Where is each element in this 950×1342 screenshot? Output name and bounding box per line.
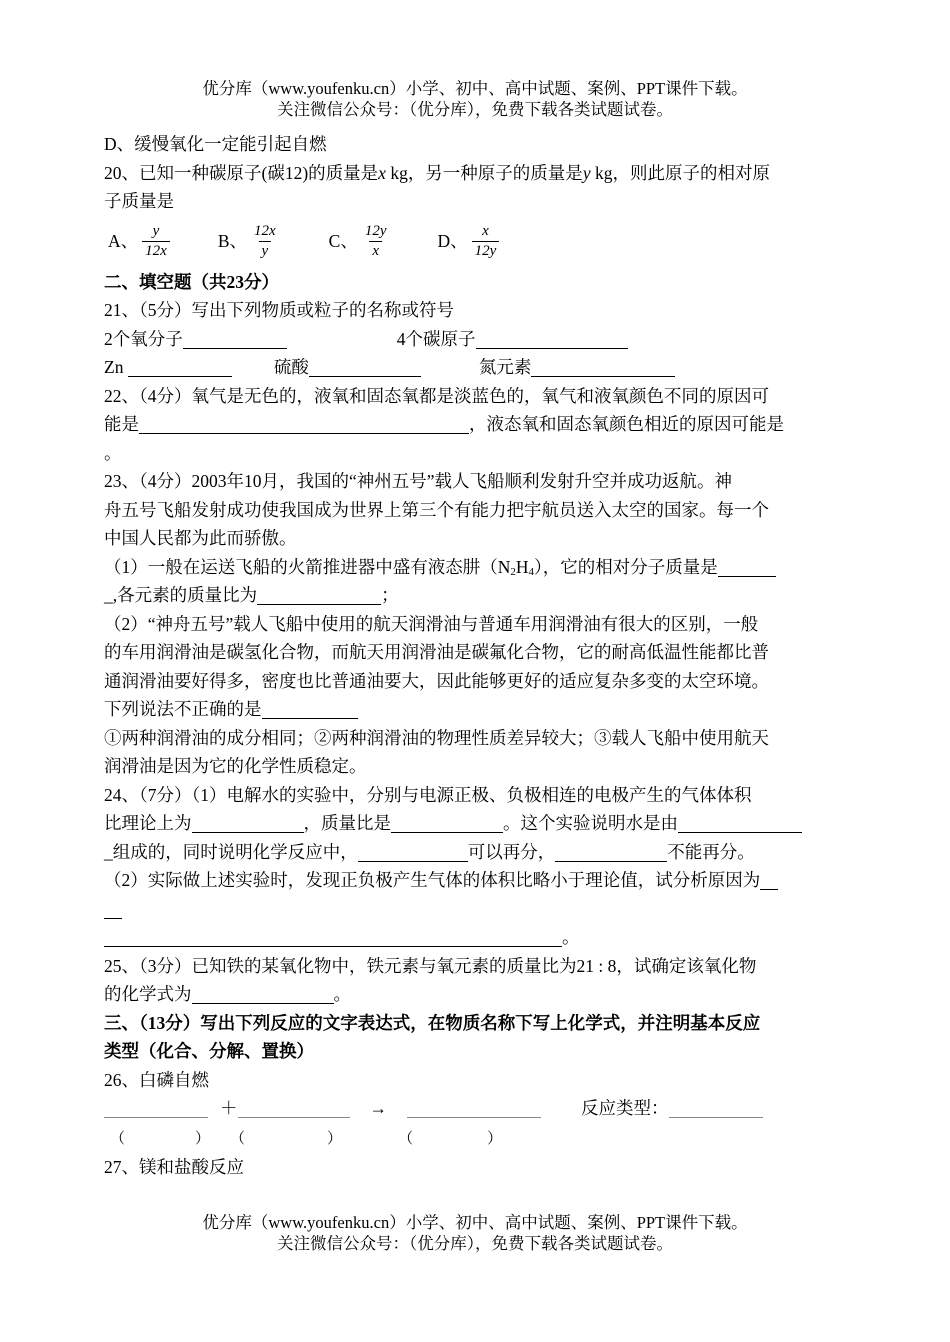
answer-blank[interactable]	[760, 871, 778, 890]
q26-equation: ＋ → 反应类型：	[104, 1094, 848, 1123]
plus-sign: ＋	[220, 1098, 238, 1118]
reactant-1-blank[interactable]	[104, 1099, 208, 1118]
answer-blank[interactable]	[262, 700, 358, 719]
header-line-1: 优分库（www.youfenku.cn）小学、初中、高中试题、案例、PPT课件下载。	[202, 79, 748, 98]
q23-sub1-line-1: （1）一般在运送飞船的火箭推进器中盛有液态肼$(N_2H_4)$，它的相对分子质量是	[104, 553, 848, 582]
q20-options	[104, 216, 848, 268]
q23-sub2-line-5: ①两种润滑油的成分相同；②两种润滑油的物理性质差异较大；③载人飞船中使用航天	[104, 727, 769, 748]
q22-line-1: 22、（4分）氧气是无色的，液氧和固态氧都是淡蓝色的，氧气和液氧颜色不同的原因可	[104, 385, 769, 406]
q23-sub2-line-4: 下列说法不正确的是	[104, 695, 848, 724]
q23-sub2-line-2: 的车用润滑油是碳氢化合物，而航天用润滑油是碳氟化合物，它的耐高低温性能都比普	[104, 642, 769, 662]
q20-line-2: 子质量是	[104, 191, 174, 211]
answer-blank[interactable]	[678, 814, 802, 833]
q25-line-1: 25、（3分）已知铁的某氧化物中，铁元素与氧元素的质量比为21 : 8，试确定该氧化物	[104, 955, 757, 976]
exam-body	[104, 130, 848, 1182]
page-footer	[0, 1212, 950, 1254]
answer-blank[interactable]	[257, 586, 381, 605]
q23-line-1: 23、（4分）2003年10月，我国的“神州五号”载人飞船顺利发射升空并成功返航。神	[104, 471, 733, 491]
reactant-2-blank[interactable]	[238, 1099, 350, 1118]
answer-blank[interactable]	[358, 843, 468, 862]
reaction-type-blank[interactable]	[669, 1099, 763, 1118]
q20-option-d: D、 $\frac{x}{12y}$	[438, 222, 504, 261]
answer-blank[interactable]	[476, 330, 628, 349]
fraction-b: $\frac{12x}{y}$	[254, 223, 276, 259]
section-3-title-line-1: 三、（13分）写出下列反应的文字表达式，在物质名称下写上化学式，并注明基本反应	[104, 1012, 761, 1033]
q23-sub2-line-6: 润滑油是因为它的化学性质稳定。	[104, 756, 367, 776]
answer-blank[interactable]	[555, 843, 667, 862]
q24-line-6: 。	[104, 923, 848, 952]
q25-line-2: 的化学式为 。	[104, 984, 351, 1004]
q26-formula-row: （ ） （ ） （ ）	[110, 1130, 503, 1147]
q19-option-d: D、缓慢氧化一定能引起自燃	[104, 134, 327, 154]
q22-line-2: 能是 ，液态氧和固态氧颜色相近的原因可能是	[104, 414, 784, 434]
q21-title: 21、（5分）写出下列物质或粒子的名称或符号	[104, 300, 454, 320]
q23-line-3: 中国人民都为此而骄傲。	[104, 528, 297, 548]
arrow-icon: →	[369, 1098, 387, 1118]
footer-line-1: 优分库（www.youfenku.cn）小学、初中、高中试题、案例、PPT课件下载。	[202, 1213, 748, 1232]
q23-sub2-line-3: 通润滑油要好得多，密度也比普通油要大，因此能够更好的适应复杂多变的太空环境。	[104, 670, 769, 691]
fraction-c: $\frac{12y}{x}$	[364, 223, 387, 259]
q24-line-2: 比理论上为 ，质量比是 。这个实验说明水是由	[104, 809, 848, 838]
page-header	[0, 78, 950, 120]
answer-blank[interactable]	[391, 814, 503, 833]
section-2-title: 二、填空题（共23分）	[104, 271, 279, 292]
q20-line-1: 20、已知一种碳原子(碳12)的质量是x kg，另一种原子的质量是y kg，则此原子的相对原	[104, 162, 770, 183]
q27-title: 27、镁和盐酸反应	[104, 1157, 244, 1177]
q24-line-3: _组成的，同时说明化学反应中， 可以再分， 不能再分。	[104, 841, 755, 862]
footer-line-2: 关注微信公众号：（优分库），免费下载各类试题试卷。	[277, 1234, 673, 1253]
q20-option-a: A、 $\frac{y}{12x}$	[108, 222, 174, 261]
answer-blank[interactable]	[139, 415, 469, 434]
q24-line-1: 24、（7分）（1）电解水的实验中，分别与电源正极、负极相连的电极产生的气体体积	[104, 784, 752, 805]
answer-blank[interactable]	[531, 358, 675, 377]
answer-blank[interactable]	[309, 358, 421, 377]
fraction-a: $\frac{y}{12x}$	[142, 222, 170, 261]
header-line-2: 关注微信公众号：（优分库），免费下载各类试题试卷。	[277, 100, 673, 119]
q22-line-3: 。	[104, 442, 122, 463]
answer-blank[interactable]	[718, 558, 776, 577]
q23-line-2: 舟五号飞船发射成功使我国成为世界上第三个有能力把宇航员送入太空的国家。每一个	[104, 499, 769, 520]
q23-sub1-line-2: _,各元素的质量比为 ；	[104, 585, 399, 605]
answer-blank[interactable]	[104, 928, 562, 947]
q23-sub2-line-1: （2）“神舟五号”载人飞船中使用的航天润滑油与普通车用润滑油有很大的区别，一般	[104, 613, 759, 634]
product-blank[interactable]	[407, 1099, 541, 1118]
q20-option-b: B、 $\frac{12x}{y}$	[218, 222, 283, 261]
q24-line-4: （2）实际做上述实验时，发现正负极产生气体的体积比略小于理论值，试分析原因为	[104, 866, 848, 895]
answer-blank[interactable]	[128, 358, 232, 377]
answer-blank[interactable]	[192, 814, 304, 833]
q21-row-1: 2个氧分子 4个碳原子	[104, 325, 848, 354]
q20-option-c: C、 $\frac{12y}{x}$	[329, 222, 394, 261]
fraction-d: $\frac{x}{12y}$	[472, 222, 500, 261]
q26-title: 26、白磷自燃	[104, 1069, 209, 1090]
answer-blank[interactable]	[192, 985, 334, 1004]
q21-row-2: Zn 硫酸 氮元素	[104, 353, 848, 382]
answer-blank[interactable]	[104, 900, 122, 919]
answer-blank[interactable]	[183, 330, 287, 349]
section-3-title-line-2: 类型（化合、分解、置换）	[104, 1041, 314, 1061]
q24-line-5	[104, 895, 848, 924]
